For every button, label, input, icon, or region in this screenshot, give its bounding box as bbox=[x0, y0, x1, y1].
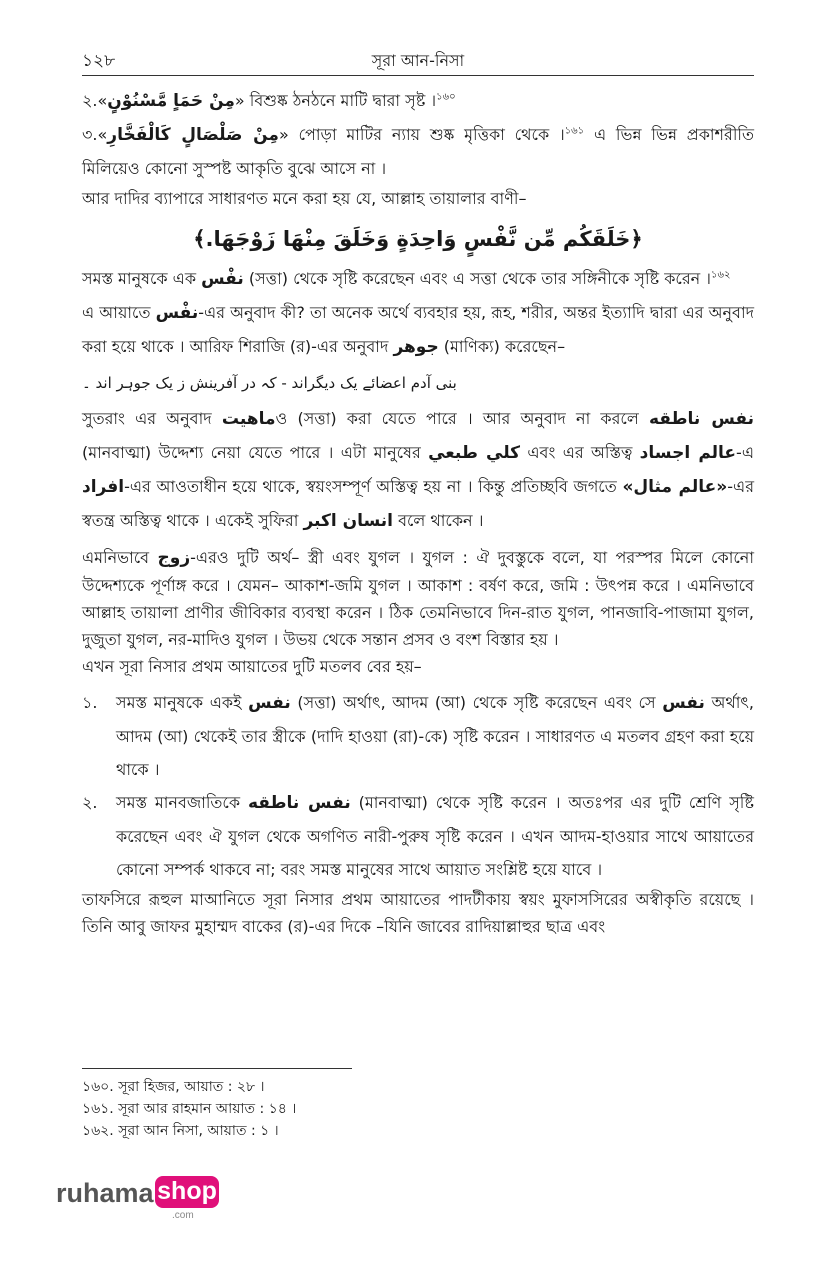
line-2-clay: ২.«مِنْ حَمَاٍ مَّسْنُوْنٍ» বিশুষ্ক ঠনঠনে মাটি দ্বারা সৃষ্ট ।$^{১৬০}$ bbox=[82, 91, 456, 111]
footnote-ref: ১৬২ bbox=[711, 269, 731, 281]
quran-verse: ﴿خَلَقَكُم مِّن نَّفْسٍ وَاحِدَةٍ وَخَلَقَ مِنْهَا زَوْجَهَا.﴾ bbox=[193, 227, 643, 251]
footnote: ১৬২. সূরা আন নিসা, আয়াত : ১ । bbox=[82, 1123, 279, 1139]
paragraph-ruhul-maani: তাফসিরে রূহুল মাআনিতে সূরা নিসার প্রথম আয়াতের পাদটীকায় স্বয়ং মুফাসসিরের অস্বীকৃতি রয়েছে । তিনি আবু জাফর মুহাম্মদ বাকের (র)-এর দিকে –যিনি জাবের রাদিয়াল্লাহুর ছাত্র এবং bbox=[82, 890, 754, 936]
paragraph-grandmother: আর দাদির ব্যাপারে সাধারণত মনে করা হয় যে, আল্লাহ তায়ালার বাণী– bbox=[82, 189, 527, 208]
list-item: ২. সমস্ত মানবজাতিকে نفس ناطقه (মানবাত্মা) থেকে সৃষ্টি করেন । অতঃপর এর দুটি শ্রেণি সৃষ্টি করেছেন এবং ঐ যুগল থেকে অগণিত নারী-পুরুষ সৃষ্টি করেন । এখন আদম-হাওয়ার সাথে আয়াতের কোনো সম্পর্ক থাকবে না; বরং সমস্ত মানুষের সাথে আয়াত সংশ্লিষ্ট হয়ে যাবে । bbox=[82, 793, 754, 879]
page-title: সূরা আন-নিসা bbox=[371, 51, 465, 70]
footnote: ১৬১. সূরা আর রাহমান আয়াত : ১৪ । bbox=[82, 1101, 297, 1117]
paragraph-zawj: এমনিভাবে زوج-এরও দুটি অর্থ– স্ত্রী এবং যুগল । যুগল : ঐ দুবস্তুকে বলে, যা পরস্পর মিলে কোনো উদ্দেশ্যকে পূর্ণাঙ্গ করে । যেমন– আকাশ-জমি যুগল । আকাশ : বর্ষণ করে, জমি : উৎপন্ন করে । এমনিভাবে আল্লাহ তায়ালা প্রাণীর জীবিকার ব্যবস্থা করেন । ঠিক তেমনিভাবে দিন-রাত যুগল, পানজাবি-পাজামা যুগল, দুজুতা যুগল, নর-মাদিও যুগল । উভয় থেকে সন্তান প্রসব ও বংশ বিস্তার হয় । bbox=[82, 548, 754, 649]
footnote: ১৬০. সূরা হিজর, আয়াত : ২৮ । bbox=[82, 1079, 265, 1095]
list-item: ১. সমস্ত মানুষকে একই نفس (সত্তা) অর্থাৎ, আদম (আ) থেকে সৃষ্টি করেছেন এবং সে نفس অর্থাৎ, আদম (আ) থেকেই তার স্ত্রীকে (দাদি হাওয়া (রা)-কে) সৃষ্টি করেন । সাধারণত এ মতলব গ্রহণ করা হয়ে থাকে । bbox=[82, 693, 754, 779]
header-divider bbox=[82, 75, 754, 76]
paragraph-nafs-meaning: এ আয়াতে نفْس-এর অনুবাদ কী? তা অনেক অর্থে ব্যবহার হয়, রূহ, শরীর, অন্তর ইত্যাদি দ্বারা এর অনুবাদ করা হয়ে থাকে । আরিফ শিরাজি (র)-এর অনুবাদ جوهر (মাণিক্য) করেছেন– bbox=[82, 303, 754, 357]
body-text bbox=[82, 84, 754, 940]
arabic-phrase: مِنْ صَلْصَالٍ كَالْفَخَّارِ bbox=[107, 125, 279, 145]
footnote-ref: ১৬০ bbox=[436, 91, 456, 103]
persian-couplet: بنی آدم اعضائے یک دیگراند - کہ در آفرینش ز یک جوہر اند ۔ bbox=[82, 374, 457, 392]
paragraph-nafs-translation: সমস্ত মানুষকে এক نفْس (সত্তা) থেকে সৃষ্টি করেছেন এবং এ সত্তা থেকে তার সঙ্গিনীকে সৃষ্টি করেন ।$^{১৬২}$ bbox=[82, 269, 731, 289]
ruhamashop-logo: ruhama shop .com bbox=[56, 1172, 226, 1222]
line-3-pottery: ৩.«مِنْ صَلْصَالٍ كَالْفَخَّارِ» পোড়া মাটির ন্যায় শুষ্ক মৃত্তিকা থেকে ।$^{১৬১}$ এ ভিন্ন ভিন্ন প্রকাশরীতি মিলিয়েও কোনো সুস্পষ্ট আকৃতি বুঝে আসে না । bbox=[82, 125, 754, 178]
paragraph-mahiyat: সুতরাং এর অনুবাদ ماهيتও (সত্তা) করা যেতে পারে । আর অনুবাদ না করলে نفس ناطقه (মানবাত্মা) উদ্দেশ্য নেয়া যেতে পারে । এটা মানুষের كلي طبعي এবং এর অস্তিত্ব عالم اجساد-এ افراد-এর আওতাধীন হয়ে থাকে, স্বয়ংসম্পূর্ণ অস্তিত্ব হয় না । কিন্তু প্রতিচ্ছবি জগতে «عالم مثال»-এর স্বতন্ত্র অস্তিত্ব থাকে । একেই সুফিরা انسان اكبر বলে থাকেন । bbox=[82, 409, 754, 531]
footnotes bbox=[82, 1076, 754, 1142]
paragraph-two-meanings: এখন সূরা নিসার প্রথম আয়াতের দুটি মতলব বের হয়– bbox=[82, 657, 422, 676]
footnote-ref: ১৬১ bbox=[564, 125, 585, 137]
arabic-phrase: مِنْ حَمَاٍ مَّسْنُوْنٍ bbox=[107, 91, 235, 111]
page-number: ১২৮ bbox=[82, 51, 116, 71]
running-header bbox=[82, 46, 754, 76]
footnote-divider bbox=[82, 1068, 352, 1069]
